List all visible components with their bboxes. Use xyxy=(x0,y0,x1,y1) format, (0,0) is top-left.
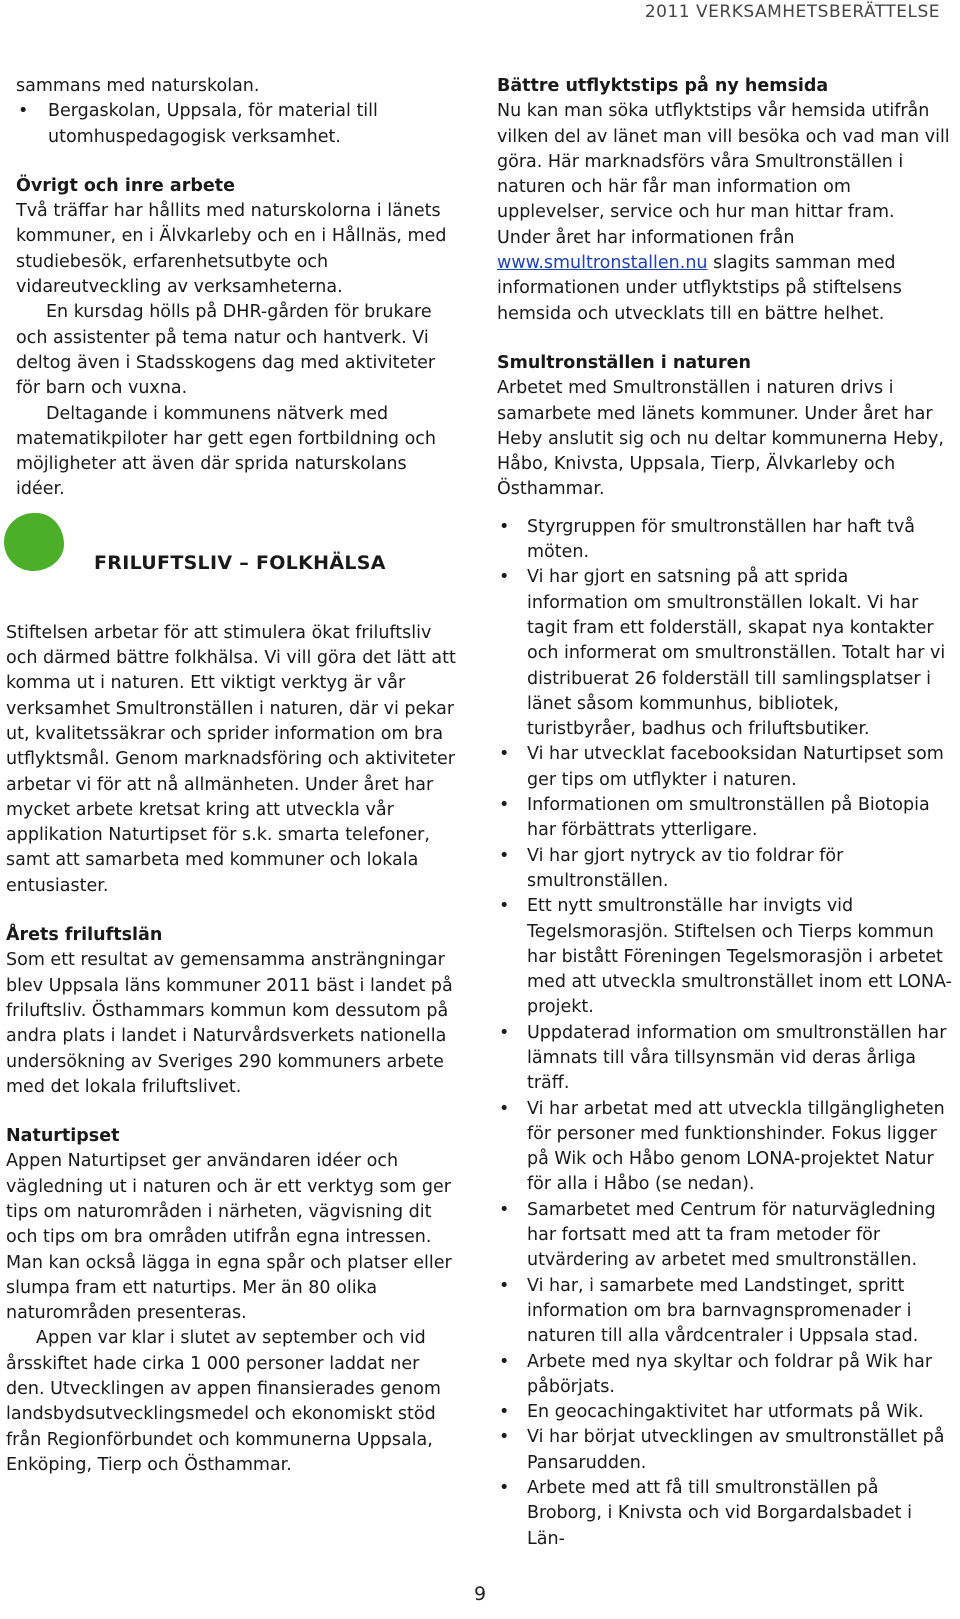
paragraph: Stiftelsen arbetar för att stimulera ökat friluftsliv och därmed bättre folkhälsa. Vi vill göra det lätt att komma ut i naturen. Ett viktigt verktyg är vår verksamhet Smultronställen i naturen, där vi pekar ut, kvalitetssäkrar och sprider information om bra utflyktsmål. Genom marknadsföring och aktiviteter arbetar vi för att nå allmänheten. Under året har mycket arbete kretsat kring att utveckla vår applikation Naturtipset för s.k. smarta telefoner, samt att samarbeta med kommuner och lokala entusiaster. xyxy=(6,622,456,896)
list-item: • Informationen om smultronställen på Biotopia har förbättrats ytterligare. xyxy=(497,793,952,844)
list-item: • Vi har börjat utvecklingen av smultronstället på Pansarudden. xyxy=(497,1425,952,1476)
list-item: • En geocachingaktivitet har utformats på Wik. xyxy=(497,1400,952,1425)
continued-text: sammans med naturskolan. xyxy=(16,76,260,96)
paragraph: Två träffar har hållits med naturskolorna i länets kommuner, en i Älvkarleby och en i Hållnäs, med studiebesök, erfarenhetsutbyte och vidareutveckling av verksamheterna. xyxy=(16,201,447,298)
bullet-list xyxy=(497,515,952,1552)
list-item: • Vi har arbetat med att utveckla tillgängligheten för personer med funktionshinder. Fokus ligger på Wik och Håbo genom LONA-projektet Natur för alla i Håbo (se nedan). xyxy=(497,1097,952,1198)
list-item: • Samarbetet med Centrum för naturvägledning har fortsatt med att ta fram metoder för utvärdering av arbetet med smultronställen. xyxy=(497,1198,952,1274)
section-heading-ovrigt: Övrigt och inre arbete xyxy=(16,175,235,196)
paragraph-text: slagits samman med informationen under utflyktstips på stiftelsens hemsida och utvecklats till en bättre helhet. xyxy=(497,253,902,324)
section-heading-naturtipset: Naturtipset xyxy=(6,1126,120,1147)
paragraph-text: Nu kan man söka utflyktstips vår hemsida utifrån vilken del av länet man vill besöka och vad man vill göra. Här marknadsförs våra Smultronställen i naturen och här får man information om upplevelser, service och hur man hittar fram. Under året har informationen från xyxy=(497,101,950,248)
list-item: • Arbete med nya skyltar och foldrar på Wik har påbörjats. xyxy=(497,1350,952,1401)
list-item: • Ett nytt smultronställe har invigts vid Tegelsmorasjön. Stiftelsen och Tierps kommun har bistått Föreningen Tegelsmorasjön i arbetet med att utveckla smultronstället inom ett LONA-projekt. xyxy=(497,894,952,1020)
list-item: • Uppdaterad information om smultronställen har lämnats till våra tillsynsmän vid deras årliga träff. xyxy=(497,1021,952,1097)
section-heading-smultron: Smultronställen i naturen xyxy=(497,352,751,373)
paragraph xyxy=(497,99,952,327)
list-item: • Vi har, i samarbete med Landstinget, spritt information om bra barnvagnspromenader i naturen till alla vårdcentraler i Uppsala stad. xyxy=(497,1274,952,1350)
list-item: • Vi har gjort nytryck av tio foldrar för smultronställen. xyxy=(497,844,952,895)
paragraph: Appen var klar i slutet av september och vid årsskiftet hade cirka 1 000 personer laddat ner den. Utvecklingen av appen finansierades genom landsbydsutvecklingsmedel och ekonomiskt stöd från Regionförbundet och kommunerna Uppsala, Enköping, Tierp och Östhammar. xyxy=(6,1328,441,1475)
list-item: • Vi har gjort en satsning på att sprida information om smultronställen lokalt. Vi har tagit fram ett folderställ, skapat nya kontakter och informerat om smultronställen. Totalt har vi distribuerat 26 folderställ till samlingsplatser i länet såsom kommunhus, bibliotek, turistbyråer, badhus och friluftsbutiker. xyxy=(497,565,952,742)
right-column xyxy=(497,74,952,1552)
paragraph: Deltagande i kommunens nätverk med matematikpiloter har gett egen fortbildning och möjligheter att även där sprida naturskolans idéer. xyxy=(16,403,436,500)
list-item: • Bergaskolan, Uppsala, för material till utomhuspedagogisk verksamhet. xyxy=(6,99,456,150)
website-link[interactable]: www.smultronstallen.nu xyxy=(497,253,708,274)
page-number: 9 xyxy=(473,1583,487,1605)
section-header xyxy=(6,503,456,621)
paragraph: Arbetet med Smultronställen i naturen drivs i samarbete med länets kommuner. Under året har Heby anslutit sig och nu deltar kommunerna Heby, Håbo, Knivsta, Uppsala, Tierp, Älvkarleby och Östhammar. xyxy=(497,378,944,500)
list-item: • Styrgruppen för smultronställen har haft två möten. xyxy=(497,515,952,566)
list-item: • Vi har utvecklat facebooksidan Naturtipset som ger tips om utflykter i naturen. xyxy=(497,742,952,793)
paragraph: Appen Naturtipset ger användaren idéer och vägledning ut i naturen och är ett verktyg som ger tips om naturområden i närheten, vägvisning dit och tips om bra områden utifrån egna intressen. Man kan också lägga in egna spår och platser eller slumpa fram ett naturtips. Mer än 80 olika naturområden presenteras. xyxy=(6,1151,452,1324)
running-header: 2011 VERKSAMHETSBERÄTTELSE xyxy=(644,2,940,22)
paragraph: En kursdag hölls på DHR-gården för brukare och assistenter på tema natur och hantverk. Vi deltog även i Stadsskogens dag med aktiviteter för barn och vuxna. xyxy=(16,302,436,399)
left-column xyxy=(6,74,456,1478)
section-title: FRILUFTSLIV – FOLKHÄLSA xyxy=(94,551,386,574)
green-dot-icon xyxy=(4,513,64,571)
list-item: • Arbete med att få till smultronställen på Broborg, i Knivsta och vid Borgardalsbadet i Län- xyxy=(497,1476,952,1552)
section-heading-arets: Årets friluftslän xyxy=(6,925,163,946)
section-heading-utflykt: Bättre utflyktstips på ny hemsida xyxy=(497,76,829,96)
paragraph: Som ett resultat av gemensamma ansträngningar blev Uppsala läns kommuner 2011 bäst i landet på friluftsliv. Östhammars kommun kom dessutom på andra plats i landet i Naturvårdsverkets nationella undersökning av Sveriges 290 kommuners arbete med det lokala friluftslivet. xyxy=(6,950,453,1097)
